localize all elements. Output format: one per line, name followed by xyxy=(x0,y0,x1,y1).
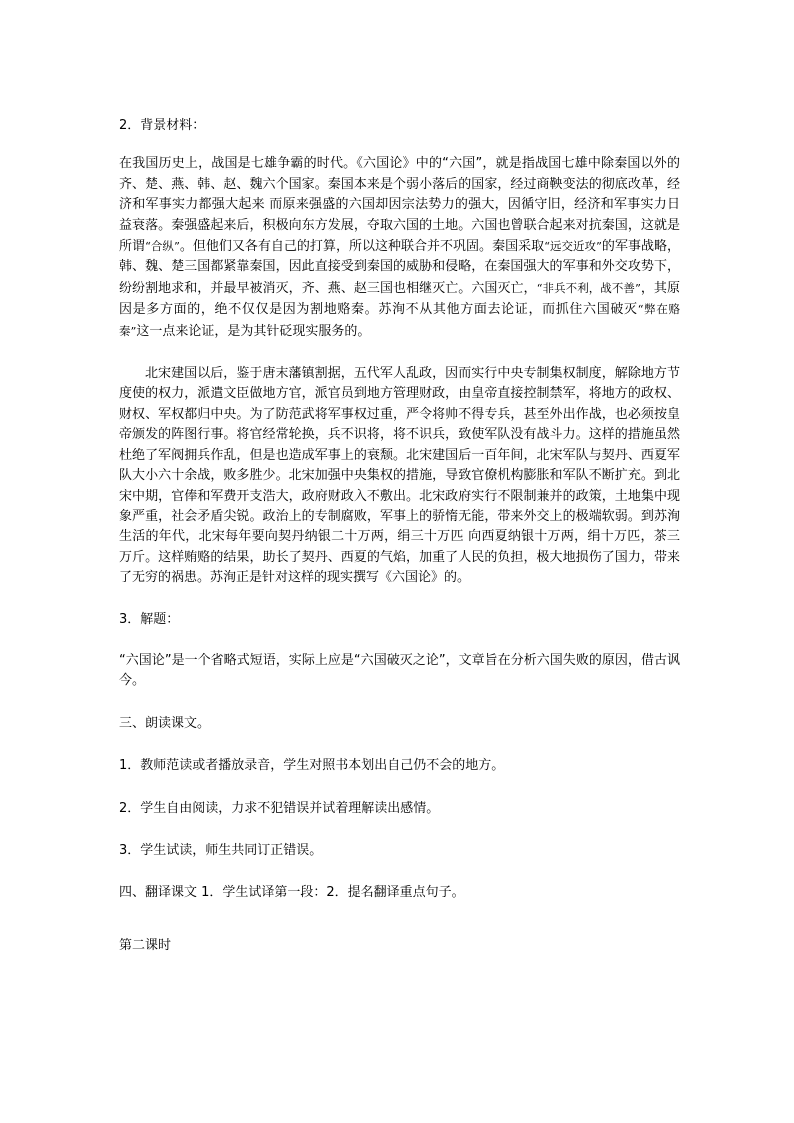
quote-hezong: “合纵” xyxy=(145,239,180,254)
para1-text-5: 这一点来论证，是为其针砭现实服务的。 xyxy=(136,323,371,339)
read-step-1: 1．教师范读或者播放录音，学生对照书本划出自己仍不会的地方。 xyxy=(119,758,505,774)
para1-text-1: 在我国历史上，战国是七雄争霸的时代。《六国论》中的“六国”，就是指战国七雄中除秦国以外的齐、楚、燕、韩、赵、魏六个国家。秦国本来是个弱小落后的国家，经过商鞅变法的彻底改革，经济和军事实力都强大起来 而原来强盛的六国却因宗法势力的强大，因循守旧，经济和军事实力日益衰落。秦强盛起来后，积极向东方发展，夺取六国的土地。六国也曾联合起来对抗秦国，这就是所谓 xyxy=(119,156,680,255)
document-page xyxy=(119,116,680,956)
read-section-heading: 三、朗读课文。 xyxy=(119,715,211,731)
background-paragraph-1 xyxy=(119,154,680,342)
title-note-heading: 3．解题： xyxy=(119,611,180,627)
para1-text-2: 。但他们又各有自己的打算，所以这种联合并不巩固。秦国采取 xyxy=(179,239,545,255)
read-step-3: 3．学生试读，师生共同订正错误。 xyxy=(119,842,323,858)
para1-text-4: ，其原因是多方面的，绝不仅仅是因为割地赂秦。苏洵不从其他方面去论证，而抓住六国破灭 xyxy=(119,280,680,318)
second-lesson-heading: 第二课时 xyxy=(119,937,172,953)
quote-bizai-luqin: “弊在赂秦” xyxy=(119,302,680,338)
read-step-2: 2．学生自由阅读，力求不犯错误并试着理解读出感情。 xyxy=(119,800,440,816)
background-paragraph-2: 北宋建国以后，鉴于唐末藩镇割据，五代军人乱政，因而实行中央专制集权制度，解除地方节度使的权力，派遣文臣做地方官，派官员到地方管理财政，由皇帝直接控制禁军，将地方的政权、财权、军权都归中央。为了防范武将军事权过重，严令将帅不得专兵，甚至外出作战，也必须按皇帝颁发的阵图行事。将官经常轮换，兵不识将，将不识兵，致使军队没有战斗力。这样的措施虽然杜绝了军阀拥兵作乱，但是也造成军事上的衰颓。北宋建国后一百年间，北宋军队与契丹、西夏军队大小六十余战，败多胜少。北宋加强中央集权的措施，导致官僚机构膨胀和军队不断扩充。到北宋中期，官俸和军费开支浩大，政府财政入不敷出。北宋政府实行不限制兼并的政策，土地集中现象严重，社会矛盾尖锐。政治上的专制腐败，军事上的骄惰无能，带来外交上的极端软弱。到苏洵生活的年代，北宋每年要向契丹纳银二十万两，绢三十万匹 向西夏纳银十万两，绢十万匹，茶三万斤。这样贿赂的结果，助长了契丹、西夏的气焰，加重了人民的负担，极大地损伤了国力，带来了无穷的祸患。苏洵正是针对这样的现实撰写《六国论》的。 xyxy=(119,366,680,586)
para1-text-3: 的军事战略，韩、魏、楚三国都紧靠秦国，因此直接受到秦国的威胁和侵略，在秦国强大的军事和外交攻势下，纷纷割地求和，并最早被消灭，齐、燕、赵三国也相继灭亡。六国灭亡， xyxy=(119,239,680,296)
translate-section-line: 四、翻译课文 1．学生试译第一段：2．提名翻译重点句子。 xyxy=(119,885,465,901)
quote-yuanjiao-jingong: “远交近攻” xyxy=(544,239,602,254)
quote-feibing-buli: “非兵不利，战不善” xyxy=(536,280,641,295)
background-heading: 2．背景材料： xyxy=(119,118,206,133)
title-note-body: “六国论”是一个省略式短语，实际上应是“六国破灭之论”，文章旨在分析六国失败的原因，借古讽今。 xyxy=(119,652,680,689)
